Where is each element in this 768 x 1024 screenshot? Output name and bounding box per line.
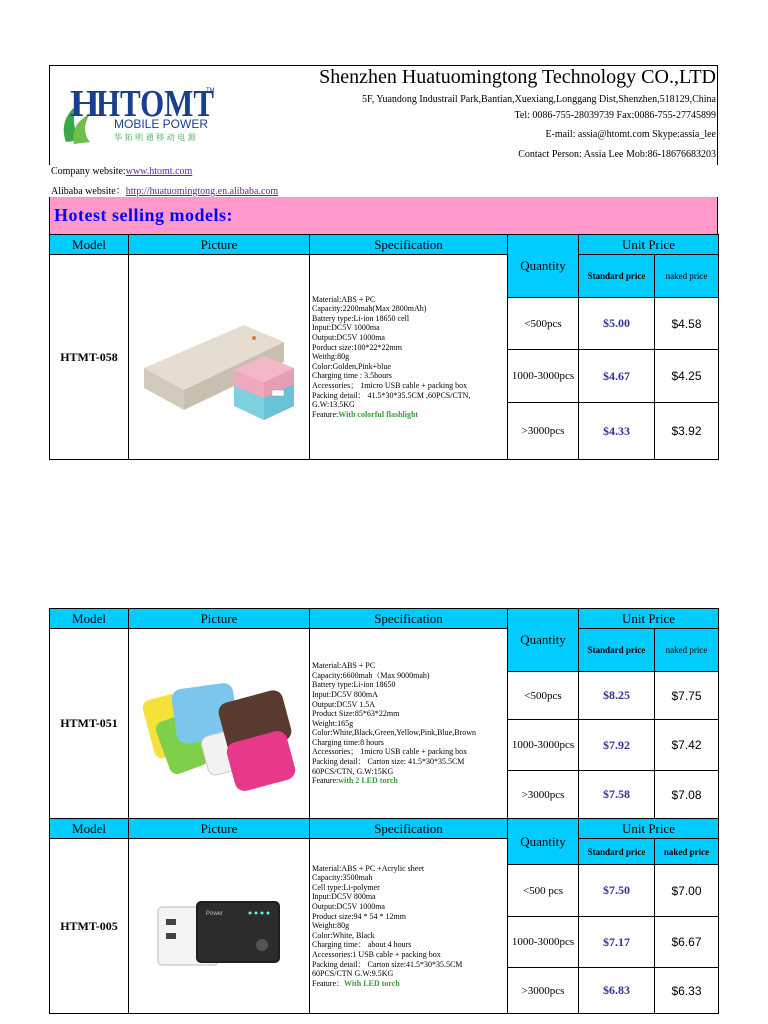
model-cell: HTMT-058 bbox=[50, 255, 129, 460]
qty-cell: 1000-3000pcs bbox=[508, 917, 579, 968]
spec-line: G.W:13.5KG bbox=[312, 400, 355, 410]
header-quantity: Quantity bbox=[508, 235, 579, 298]
spec-line: Input:DC5V 800mA bbox=[312, 689, 378, 699]
spec-line: Input:DC5V 1000ma bbox=[312, 323, 380, 333]
htomt-logo bbox=[56, 80, 226, 150]
qty-cell: <500pcs bbox=[508, 298, 579, 350]
spec-line: Output:DC5V 1000ma bbox=[312, 902, 385, 912]
svg-text:华 拓 明 通 移 动 电 源: 华 拓 明 通 移 动 电 源 bbox=[114, 133, 196, 142]
spec-line: Accessories:1 USB cable + packing box bbox=[312, 949, 441, 959]
spec-line: Charging time:8 hours bbox=[312, 737, 384, 747]
svg-text:MOBILE POWER: MOBILE POWER bbox=[114, 117, 209, 131]
model-cell: HTMT-005 bbox=[50, 839, 129, 1014]
power-bank-051-image bbox=[134, 646, 304, 796]
spec-line: 60PCS/CTN G.W:9.5KG bbox=[312, 969, 394, 979]
spec-line: Weithg:80g bbox=[312, 352, 350, 362]
product-table-htmt-051 bbox=[49, 608, 719, 819]
naked-price-cell: $7.42 bbox=[655, 720, 719, 771]
standard-price-cell: $4.33 bbox=[579, 403, 655, 460]
specification-list bbox=[310, 255, 508, 460]
spec-line: 60PCS/CTN, G.W:15KG bbox=[312, 766, 394, 776]
standard-price-cell: $7.58 bbox=[579, 771, 655, 819]
naked-price-cell: $4.25 bbox=[655, 350, 719, 403]
alibaba-label: Alibaba website： bbox=[51, 186, 126, 197]
spec-line: Material:ABS + PC bbox=[312, 661, 376, 671]
naked-price-cell: $7.00 bbox=[655, 865, 719, 917]
header-specification: Specification bbox=[310, 819, 508, 839]
company-address: 5F, Yuandong Industrail Park,Bantian,Xuexiang,Longgang Dist,Shenzhen,518129,China bbox=[361, 94, 716, 105]
header-specification: Specification bbox=[310, 235, 508, 255]
header-standard-price: Standard price bbox=[579, 839, 655, 865]
spec-line: Capacity:2200mah(Max 2800mAh) bbox=[312, 304, 427, 314]
product-table-htmt-005 bbox=[49, 818, 719, 1014]
spec-line: Packing detail： Carton size: 41.5*30*35.5CM bbox=[312, 757, 465, 767]
spec-line: Product Size:85*63*22mm bbox=[312, 709, 400, 719]
header-picture: Picture bbox=[129, 819, 310, 839]
website-label: Company website: bbox=[51, 166, 126, 177]
standard-price-cell: $6.83 bbox=[579, 968, 655, 1014]
header-naked-price: naked price bbox=[655, 629, 719, 672]
naked-price-cell: $6.33 bbox=[655, 968, 719, 1014]
alibaba-row bbox=[51, 182, 278, 197]
header-naked-price: naked price bbox=[655, 839, 719, 865]
qty-cell: 1000-3000pcs bbox=[508, 350, 579, 403]
header-standard-price: Standard price bbox=[579, 629, 655, 672]
qty-cell: <500pcs bbox=[508, 672, 579, 720]
header-picture: Picture bbox=[129, 609, 310, 629]
header-naked-price: naked price bbox=[655, 255, 719, 298]
feature-label: Feature: bbox=[312, 409, 339, 419]
power-bank-058-image bbox=[134, 280, 304, 430]
company-email-skype: E-mail: assia@htomt.com Skype:assia_lee bbox=[545, 129, 716, 140]
naked-price-cell: $7.08 bbox=[655, 771, 719, 819]
spec-line: Material:ABS + PC +Acrylic sheet bbox=[312, 863, 425, 873]
standard-price-cell: $7.50 bbox=[579, 865, 655, 917]
spec-line: Capacity:3500mah bbox=[312, 873, 373, 883]
svg-text:HTOMT: HTOMT bbox=[96, 83, 214, 125]
alibaba-link[interactable]: http://huatuomingtong.en.alibaba.com bbox=[125, 186, 279, 197]
spec-line: Cell type:Li-polymer bbox=[312, 882, 380, 892]
website-row bbox=[51, 166, 192, 177]
specification-list bbox=[310, 839, 508, 1014]
naked-price-cell: $3.92 bbox=[655, 403, 719, 460]
banner bbox=[49, 197, 718, 234]
standard-price-cell: $7.92 bbox=[579, 720, 655, 771]
spec-feature bbox=[312, 410, 507, 420]
svg-text:Power: Power bbox=[206, 910, 224, 917]
model-cell: HTMT-051 bbox=[50, 629, 129, 819]
website-link[interactable]: www.htomt.com bbox=[125, 166, 193, 177]
header-quantity: Quantity bbox=[508, 609, 579, 672]
spec-line: Output:DC5V 1000ma bbox=[312, 333, 385, 343]
svg-text:H: H bbox=[70, 83, 100, 125]
spec-line: Accessories； 1micro USB cable + packing box bbox=[312, 380, 468, 390]
feature-text: With LED torch bbox=[344, 978, 400, 988]
qty-cell: 1000-3000pcs bbox=[508, 720, 579, 771]
spec-line: Battery type:Li-ion 18650 cell bbox=[312, 313, 410, 323]
qty-cell: >3000pcs bbox=[508, 968, 579, 1014]
qty-cell: >3000pcs bbox=[508, 403, 579, 460]
header-unit-price: Unit Price bbox=[579, 819, 719, 839]
spec-feature bbox=[312, 979, 507, 989]
feature-text: With colorful flashlight bbox=[338, 409, 419, 419]
header-model: Model bbox=[50, 609, 129, 629]
company-name: Shenzhen Huatuomingtong Technology CO.,LTD bbox=[319, 66, 716, 88]
spec-feature bbox=[312, 776, 507, 786]
spec-line: Input:DC5V 800ma bbox=[312, 892, 376, 902]
company-contact: Contact Person: Assia Lee Mob:86-18676683203 bbox=[518, 149, 716, 160]
product-picture bbox=[129, 255, 310, 460]
product-picture bbox=[129, 839, 310, 1014]
feature-text: with 2 LED torch bbox=[338, 776, 398, 786]
header-unit-price: Unit Price bbox=[579, 235, 719, 255]
standard-price-cell: $7.17 bbox=[579, 917, 655, 968]
standard-price-cell: $4.67 bbox=[579, 350, 655, 403]
specification-list bbox=[310, 629, 508, 819]
header-standard-price: Standard price bbox=[579, 255, 655, 298]
header-model: Model bbox=[50, 235, 129, 255]
naked-price-cell: $6.67 bbox=[655, 917, 719, 968]
qty-cell: >3000pcs bbox=[508, 771, 579, 819]
power-bank-005-image bbox=[134, 849, 304, 999]
product-table-htmt-058 bbox=[49, 234, 719, 460]
svg-text:TM: TM bbox=[206, 88, 215, 94]
header-picture: Picture bbox=[129, 235, 310, 255]
banner-title: Hotest selling models: bbox=[54, 205, 233, 225]
header-quantity: Quantity bbox=[508, 819, 579, 865]
spec-line: Charging time： about 4 hours bbox=[312, 940, 412, 950]
qty-cell: <500 pcs bbox=[508, 865, 579, 917]
spec-line: Charging time : 3.5hours bbox=[312, 371, 392, 381]
spec-line: Porduct size:100*22*22mm bbox=[312, 342, 402, 352]
naked-price-cell: $7.75 bbox=[655, 672, 719, 720]
spec-line: Color:White,Black,Green,Yellow,Pink,Blue,Brown bbox=[312, 728, 476, 738]
company-tel-fax: Tel: 0086-755-28039739 Fax:0086-755-27745899 bbox=[514, 110, 716, 121]
spec-line: Product size:94 * 54 * 12mm bbox=[312, 911, 406, 921]
spec-line: Color:Golden,Pink+blue bbox=[312, 361, 391, 371]
spec-line: Packing detail： Carton size:41.5*30*35.5CM bbox=[312, 959, 463, 969]
standard-price-cell: $5.00 bbox=[579, 298, 655, 350]
spec-line: Accessories； 1micro USB cable + packing box bbox=[312, 747, 468, 757]
spec-line: Packing detail： 41.5*30*35.5CM ,60PCS/CTN, bbox=[312, 390, 471, 400]
header-specification: Specification bbox=[310, 609, 508, 629]
product-picture bbox=[129, 629, 310, 819]
feature-label: Feature： bbox=[312, 978, 344, 988]
spec-line: Color:White, Black bbox=[312, 930, 375, 940]
spec-line: Material:ABS + PC bbox=[312, 294, 376, 304]
spec-line: Weight:80g bbox=[312, 921, 350, 931]
spec-line: Output:DC5V 1.5A bbox=[312, 699, 375, 709]
header-model: Model bbox=[50, 819, 129, 839]
feature-label: Feature: bbox=[312, 776, 339, 786]
standard-price-cell: $8.25 bbox=[579, 672, 655, 720]
spec-line: Weight:165g bbox=[312, 718, 354, 728]
header-unit-price: Unit Price bbox=[579, 609, 719, 629]
spec-line: Battery type:Li-ion 18650 bbox=[312, 680, 396, 690]
spec-line: Capacity:6600mah（Max 9000mah) bbox=[312, 670, 430, 680]
naked-price-cell: $4.58 bbox=[655, 298, 719, 350]
